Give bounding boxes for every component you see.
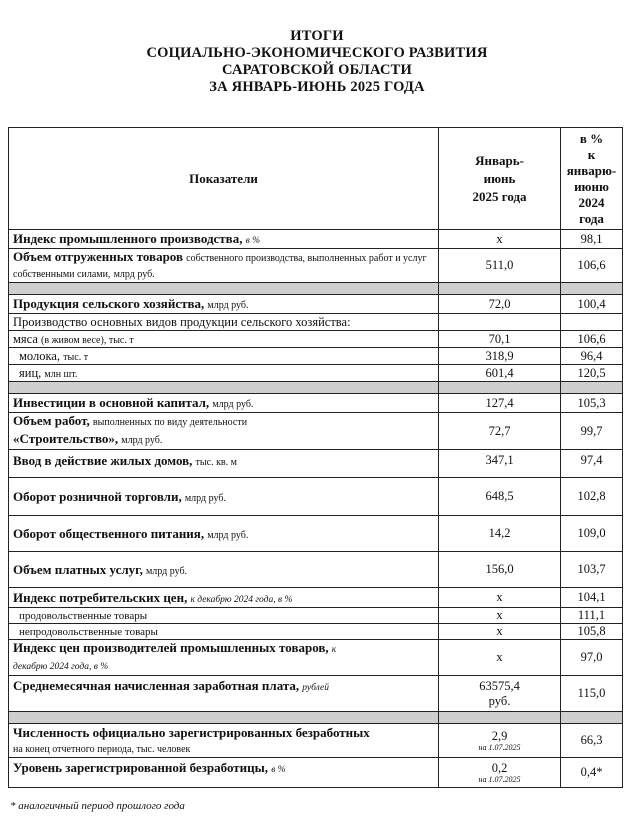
row-unit: (в живом весе), тыс. т [41,334,134,346]
table-row [9,314,623,331]
row-value-percent: 106,6 [561,331,623,348]
row-unit: на конец отчетного периода, тыс. человек [13,743,191,755]
row-label: Объем платных услуг, [13,561,143,577]
row-label: продовольственные товары [9,608,439,624]
row-value-period: 70,1 [439,331,561,348]
row-value-period: 2,9 [491,728,508,743]
row-value-unit: руб. [488,693,511,708]
row-value-percent: 115,0 [561,676,623,712]
row-value-percent: 105,3 [561,394,623,413]
row-unit: тыс. кв. м [195,457,237,468]
row-value-percent: 105,8 [561,624,623,640]
table-row [9,552,623,588]
row-label: Объем отгруженных товаров [13,248,183,264]
row-separator [9,712,623,724]
row-value-period: 347,1 [439,450,561,478]
row-unit: млн шт. [44,368,78,380]
row-value-period: х [439,640,561,676]
header-indicators: Показатели [9,128,439,230]
row-value-percent: 104,1 [561,588,623,608]
row-separator [9,283,623,295]
table-row [9,516,623,552]
row-note: собственного производства, выполненных работ и услуг собственными силами, [13,252,427,280]
row-label: Уровень зарегистрированной безработицы, [13,760,269,775]
table-row [9,295,623,314]
row-value-percent: 97,4 [561,450,623,478]
title-line-2: СОЦИАЛЬНО-ЭКОНОМИЧЕСКОГО РАЗВИТИЯ [146,45,488,61]
row-value-percent: 0,4* [561,758,623,788]
title-line-3: САРАТОВСКОЙ ОБЛАСТИ [222,62,412,78]
row-value-date: на 1.07.2025 [478,742,521,752]
row-unit: рублей [302,683,330,693]
title-line-1: ИТОГИ [290,28,344,44]
table-row [9,758,623,788]
row-unit: млрд руб. [113,268,155,280]
row-label: яиц, [19,365,42,380]
row-unit: в % [245,236,261,246]
row-label: Индекс промышленного производства, [13,231,243,246]
row-separator [9,382,623,394]
row-unit: млрд руб. [207,300,249,311]
table-row [9,676,623,712]
row-label: Индекс цен производителей промышленных товаров, [13,640,329,655]
table-row [9,331,623,348]
row-unit: млрд руб. [145,565,188,577]
row-note: выполненных по виду деятельности [92,417,248,428]
header-period: Январь- июнь 2025 года [439,128,561,230]
row-value-period: х [439,624,561,640]
row-value-percent: 97,0 [561,640,623,676]
table-row [9,413,623,450]
row-value-period: х [439,608,561,624]
row-value-percent: 102,8 [561,478,623,516]
table-row [9,608,623,624]
row-label: Ввод в действие жилых домов, [13,453,193,468]
row-value-period: 601,4 [439,365,561,382]
table-row [9,724,623,758]
row-value-percent: 66,3 [561,724,623,758]
row-unit: тыс. т [63,351,89,363]
table-row [9,249,623,283]
row-value-percent: 100,4 [561,295,623,314]
row-unit: млрд руб. [121,435,163,446]
row-value-period: 72,0 [439,295,561,314]
row-value-date: на 1.07.2025 [478,774,521,784]
table-row [9,394,623,413]
table-row [9,230,623,249]
row-value-percent: 109,0 [561,516,623,552]
table-row [9,365,623,382]
table-row [9,588,623,608]
row-value-period: 156,0 [439,552,561,588]
row-unit: к декабрю 2024 года, в % [190,594,293,605]
row-value-percent: 96,4 [561,348,623,365]
row-value-period: х [439,230,561,249]
row-value-percent: 103,7 [561,552,623,588]
row-unit: млрд руб. [184,492,226,504]
row-value-period: 63575,4 [479,678,520,693]
row-value-period: 648,5 [439,478,561,516]
row-unit: в % [271,765,286,775]
row-value-period: 72,7 [439,413,561,450]
row-value-period: 0,2 [491,760,508,775]
row-value-period: 318,9 [439,348,561,365]
row-label: Объем работ, [13,413,90,428]
row-value-percent: 99,7 [561,413,623,450]
row-value-percent: 106,6 [561,249,623,283]
row-unit: млрд руб. [207,529,249,541]
table-header-row [9,128,623,230]
table-row [9,624,623,640]
table-row [9,478,623,516]
row-label: Оборот общественного питания, [13,525,205,541]
row-unit: млрд руб. [212,399,254,410]
row-label: Инвестиции в основной капитал, [13,395,210,410]
row-label: Оборот розничной торговли, [13,488,182,504]
row-unit-2: декабрю 2024 года, в % [13,662,109,672]
row-label: Производство основных видов продукции сельского хозяйства: [9,314,439,331]
row-label: мяса [13,331,38,346]
row-label: Продукция сельского хозяйства, [13,296,205,311]
row-label: непродовольственные товары [9,624,439,640]
row-unit: к [331,645,337,655]
row-label-2: «Строительство», [13,431,119,446]
row-label: Численность официально зарегистрированных безработных [13,724,370,740]
row-value-percent: 111,1 [561,608,623,624]
table-row [9,450,623,478]
row-label: Среднемесячная начисленная заработная плата, [13,678,300,693]
row-value-percent: 120,5 [561,365,623,382]
row-value-period: 14,2 [439,516,561,552]
table-row [9,348,623,365]
footnote: * аналогичный период прошлого года [10,800,185,812]
indicators-table [8,127,623,788]
table-row [9,640,623,676]
title-line-4: ЗА ЯНВАРЬ-ИЮНЬ 2025 ГОДА [209,79,425,95]
page-title [0,28,634,96]
row-value-period: 127,4 [439,394,561,413]
row-label: Индекс потребительских цен, [13,589,188,605]
row-label: молока, [19,348,61,363]
row-value-period: 511,0 [439,249,561,283]
row-value-percent: 98,1 [561,230,623,249]
row-value-period: х [439,588,561,608]
header-percent: в % к январю- июню 2024 года [561,128,623,230]
